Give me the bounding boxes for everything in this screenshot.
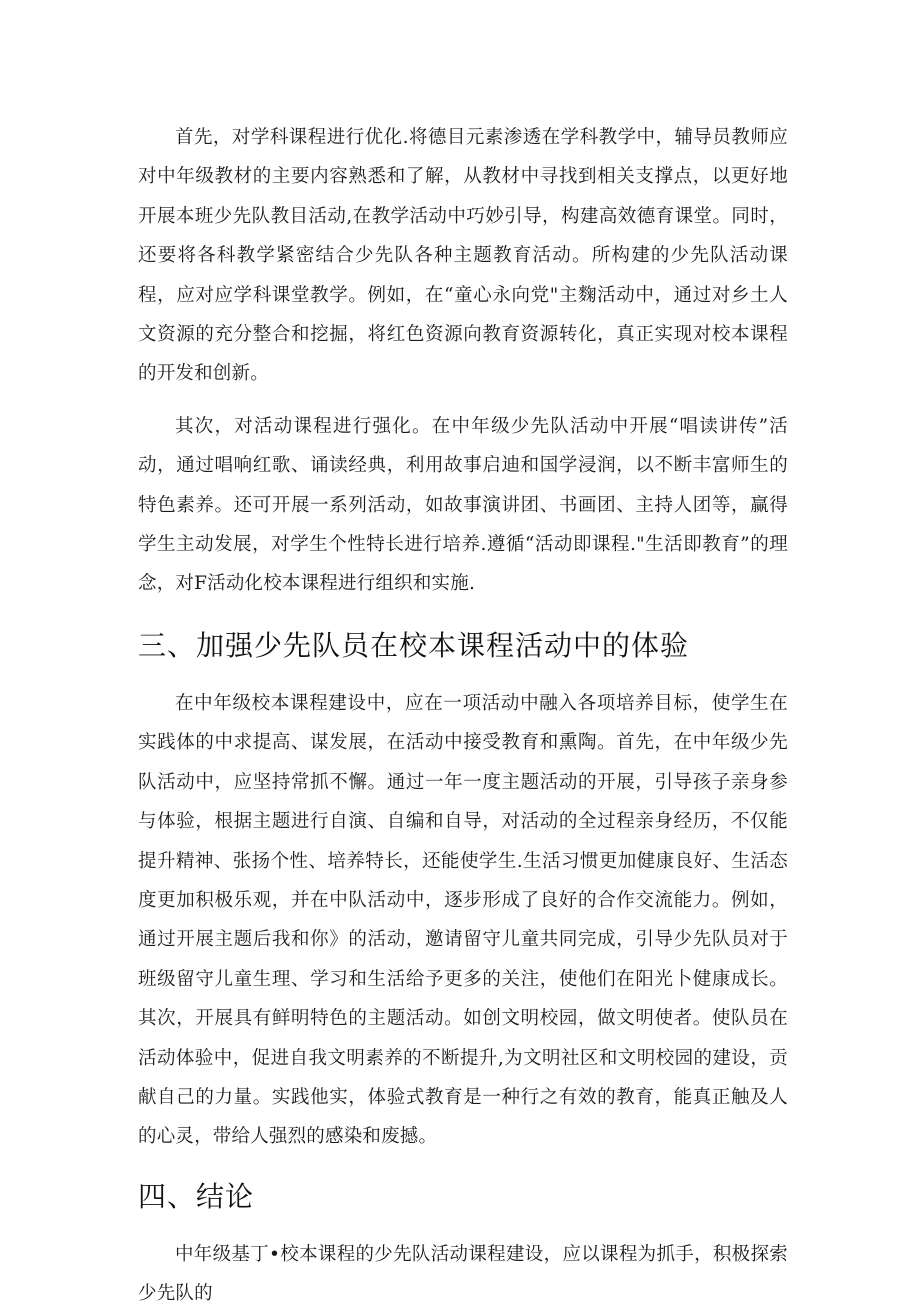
document-body [138, 118, 788, 1314]
paragraph-activity-curriculum: 其次，对活动课程进行强化。在中年级少先队活动中开展“唱读讲传”活动，通过唱响红歌、诵读经典，利用故事启迪和国学浸润，以不断丰富师生的特色素养。还可开展一系列活动，如故事演讲团、书画团、主持人团等，赢得学生主动发展，对学生个性特长进行培养.遵循“活动即课程."生活即教育”的理念，对F活动化校本课程进行组织和实施. [138, 415, 788, 595]
section-heading-experience: 三、加强少先队员在校本课程活动中的体验 [138, 628, 690, 662]
paragraph-subject-curriculum: 首先，对学科课程进行优化.将德目元素渗透在学科教学中，辅导员教师应对中年级教材的主要内容熟悉和了解，从教材中寻找到相关支撑点，以更好地开展本班少先队教目活动,在教学活动中巧妙引导，构建高效德育课堂。同时，还要将各科教学紧密结合少先队各种主题教育活动。所构建的少先队活动课程，应对应学科课堂教学。例如，在“童心永向党"主麴活动中，通过对乡土人文资源的充分整合和挖掘，将红色资源向教育资源转化，真正实现对校本课程的开发和创新。 [138, 127, 788, 385]
paragraph-conclusion: 中年级基丁•校本课程的少先队活动课程建设，应以课程为抓手，积极探索少先队的 [138, 1243, 788, 1305]
section-heading-conclusion: 四、结论 [138, 1179, 255, 1213]
paragraph-experience: 在中年级校本课程建设中，应在一项活动中融入各项培养目标，使学生在实践体的中求提高、谋发展，在活动中接受教育和熏陶。首先，在中年级少先队活动中，应坚持常抓不懈。通过一年一度主题活动的开展，引导孩子亲身参与体验，根据主题进行自演、自编和自导，对活动的全过程亲身经历，不仅能提升精神、张扬个性、培养特长，还能使学生.生活习惯更加健康良好、生活态度更加积极乐观，并在中队活动中，逐步形成了良好的合作交流能力。例如，通过开展主题后我和你》的活动，邀请留守儿童共同完成，引导少先队员对于班级留守儿童生理、学习和生活给予更多的关注，使他们在阳光卜健康成长。其次，开展具有鲜明特色的主题活动。如创文明校园，做文明使者。使队员在活动体验中，促进自我文明素养的不断提升,为文明社区和文明校园的建设，贡献自己的力量。实践他实，体验式教育是一种行之有效的教育，能真正触及人的心灵，带给人强烈的感染和废撼。 [138, 692, 788, 1148]
